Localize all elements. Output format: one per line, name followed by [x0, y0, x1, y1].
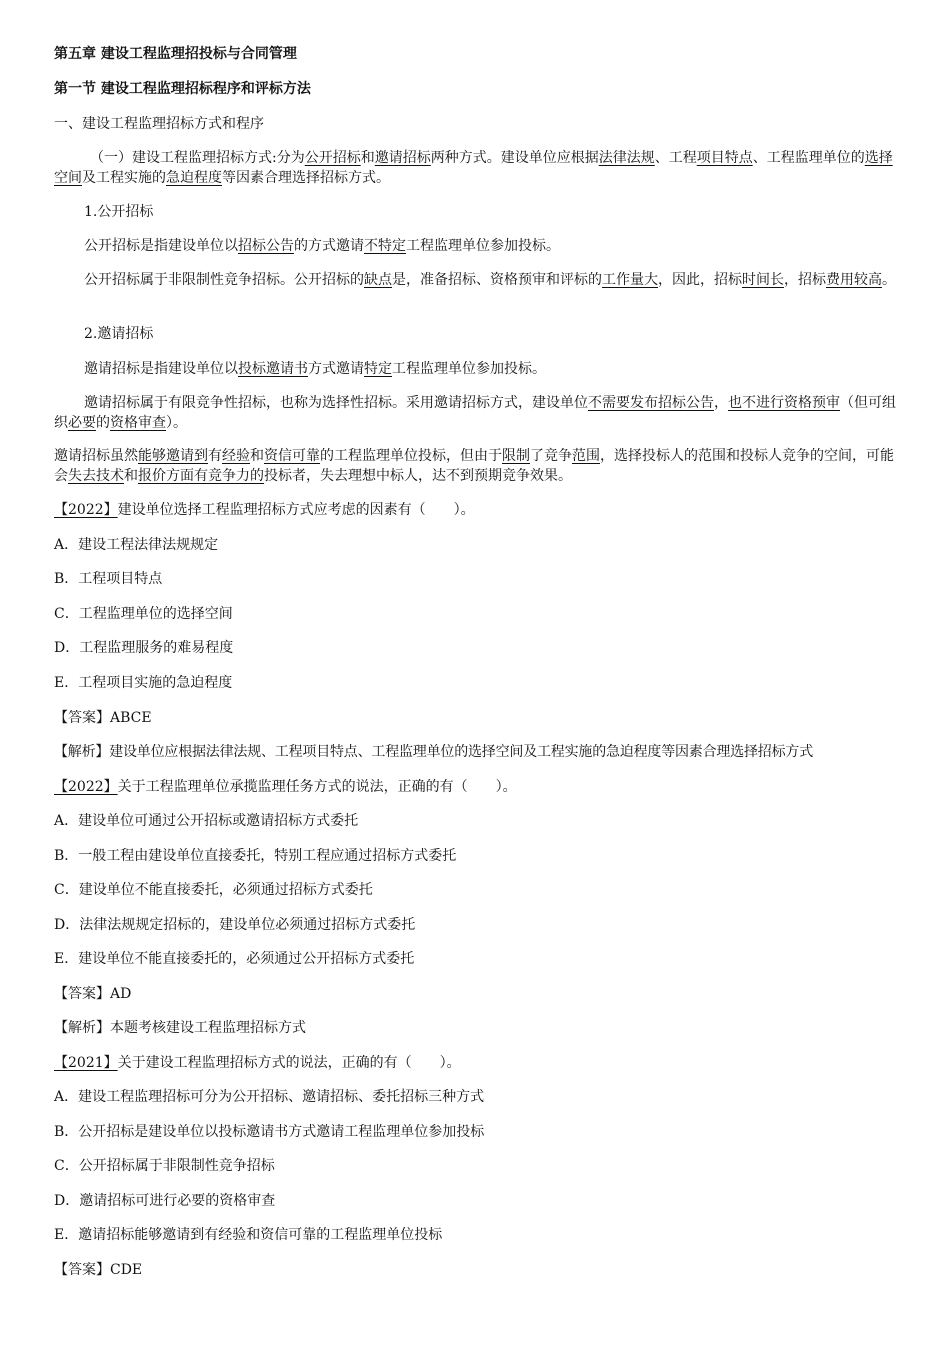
- subsection-title: 一、建设工程监理招标方式和程序: [54, 116, 264, 132]
- question-3-option-c: C．公开招标属于非限制性竞争招标: [54, 1158, 275, 1174]
- method-paragraph: （一）建设工程监理招标方式:分为公开招标和邀请招标两种方式。建设单位应根据法律法规、工程项目特点、工程监理单位的选择空间及工程实施的急迫程度等因素合理选择招标方式。: [54, 150, 893, 186]
- question-2-option-b: B．一般工程由建设单位直接委托，特别工程应通过招标方式委托: [54, 848, 457, 864]
- invite-tender-feature: 邀请招标属于有限竞争性招标，也称为选择性招标。采用邀请招标方式，建设单位不需要发布招标公告，也不进行资格预审（但可组织必要的资格审查）。: [54, 395, 896, 431]
- question-3-option-d: D．邀请招标可进行必要的资格审查: [54, 1193, 276, 1209]
- open-tender-feature: 公开招标属于非限制性竞争招标。公开招标的缺点是，准备招标、资格预审和评标的工作量大，因此，招标时间长，招标费用较高。: [84, 272, 896, 288]
- question-3-option-e: E．邀请招标能够邀请到有经验和资信可靠的工程监理单位投标: [54, 1227, 443, 1243]
- section-title: 第一节 建设工程监理招标程序和评标方法: [54, 81, 311, 97]
- question-1-stem: 【2022】建设单位选择工程监理招标方式应考虑的因素有（ ）。: [54, 502, 475, 518]
- question-1-option-c: C．工程监理单位的选择空间: [54, 606, 233, 622]
- question-3-year-tag: 【2021】: [54, 1055, 118, 1071]
- question-2-analysis: 【解析】本题考核建设工程监理招标方式: [54, 1020, 306, 1036]
- question-1-answer: 【答案】ABCE: [54, 710, 152, 726]
- question-2-option-e: E．建设单位不能直接委托的，必须通过公开招标方式委托: [54, 951, 415, 967]
- question-3-option-b: B．公开招标是建设单位以投标邀请书方式邀请工程监理单位参加投标: [54, 1124, 485, 1140]
- question-3-stem: 【2021】关于建设工程监理招标方式的说法，正确的有（ ）。: [54, 1055, 461, 1071]
- question-1-year-tag: 【2022】: [54, 502, 118, 518]
- question-1-option-a: A．建设工程法律法规规定: [54, 537, 219, 553]
- question-2-option-c: C．建设单位不能直接委托，必须通过招标方式委托: [54, 882, 373, 898]
- question-1-analysis: 【解析】建设单位应根据法律法规、工程项目特点、工程监理单位的选择空间及工程实施的急迫程度等因素合理选择招标方式: [54, 744, 813, 760]
- invite-tender-definition: 邀请招标是指建设单位以投标邀请书方式邀请特定工程监理单位参加投标。: [84, 361, 546, 377]
- question-1-option-e: E．工程项目实施的急迫程度: [54, 675, 233, 691]
- question-1-option-d: D．工程监理服务的难易程度: [54, 640, 234, 656]
- question-3-answer: 【答案】CDE: [54, 1262, 143, 1278]
- question-1-option-b: B．工程项目特点: [54, 571, 163, 587]
- question-3-option-a: A．建设工程监理招标可分为公开招标、邀请招标、委托招标三种方式: [54, 1089, 485, 1105]
- open-tender-heading: 1.公开招标: [84, 204, 154, 220]
- chapter-title: 第五章 建设工程监理招投标与合同管理: [54, 46, 297, 62]
- invite-tender-heading: 2.邀请招标: [84, 326, 154, 342]
- open-tender-definition: 公开招标是指建设单位以招标公告的方式邀请不特定工程监理单位参加投标。: [84, 238, 560, 254]
- question-2-option-a: A．建设单位可通过公开招标或邀请招标方式委托: [54, 813, 359, 829]
- question-2-answer: 【答案】AD: [54, 986, 132, 1002]
- question-2-option-d: D．法律法规规定招标的，建设单位必须通过招标方式委托: [54, 917, 416, 933]
- invite-tender-limitation: 邀请招标虽然能够邀请到有经验和资信可靠的工程监理单位投标，但由于限制了竞争范围，选择投标人的范围和投标人竞争的空间，可能会失去技术和报价方面有竞争力的投标者，失去理想中标人，达不到预期竞争效果。: [54, 448, 894, 484]
- question-2-year-tag: 【2022】: [54, 779, 118, 795]
- question-2-stem: 【2022】关于工程监理单位承揽监理任务方式的说法，正确的有（ ）。: [54, 779, 517, 795]
